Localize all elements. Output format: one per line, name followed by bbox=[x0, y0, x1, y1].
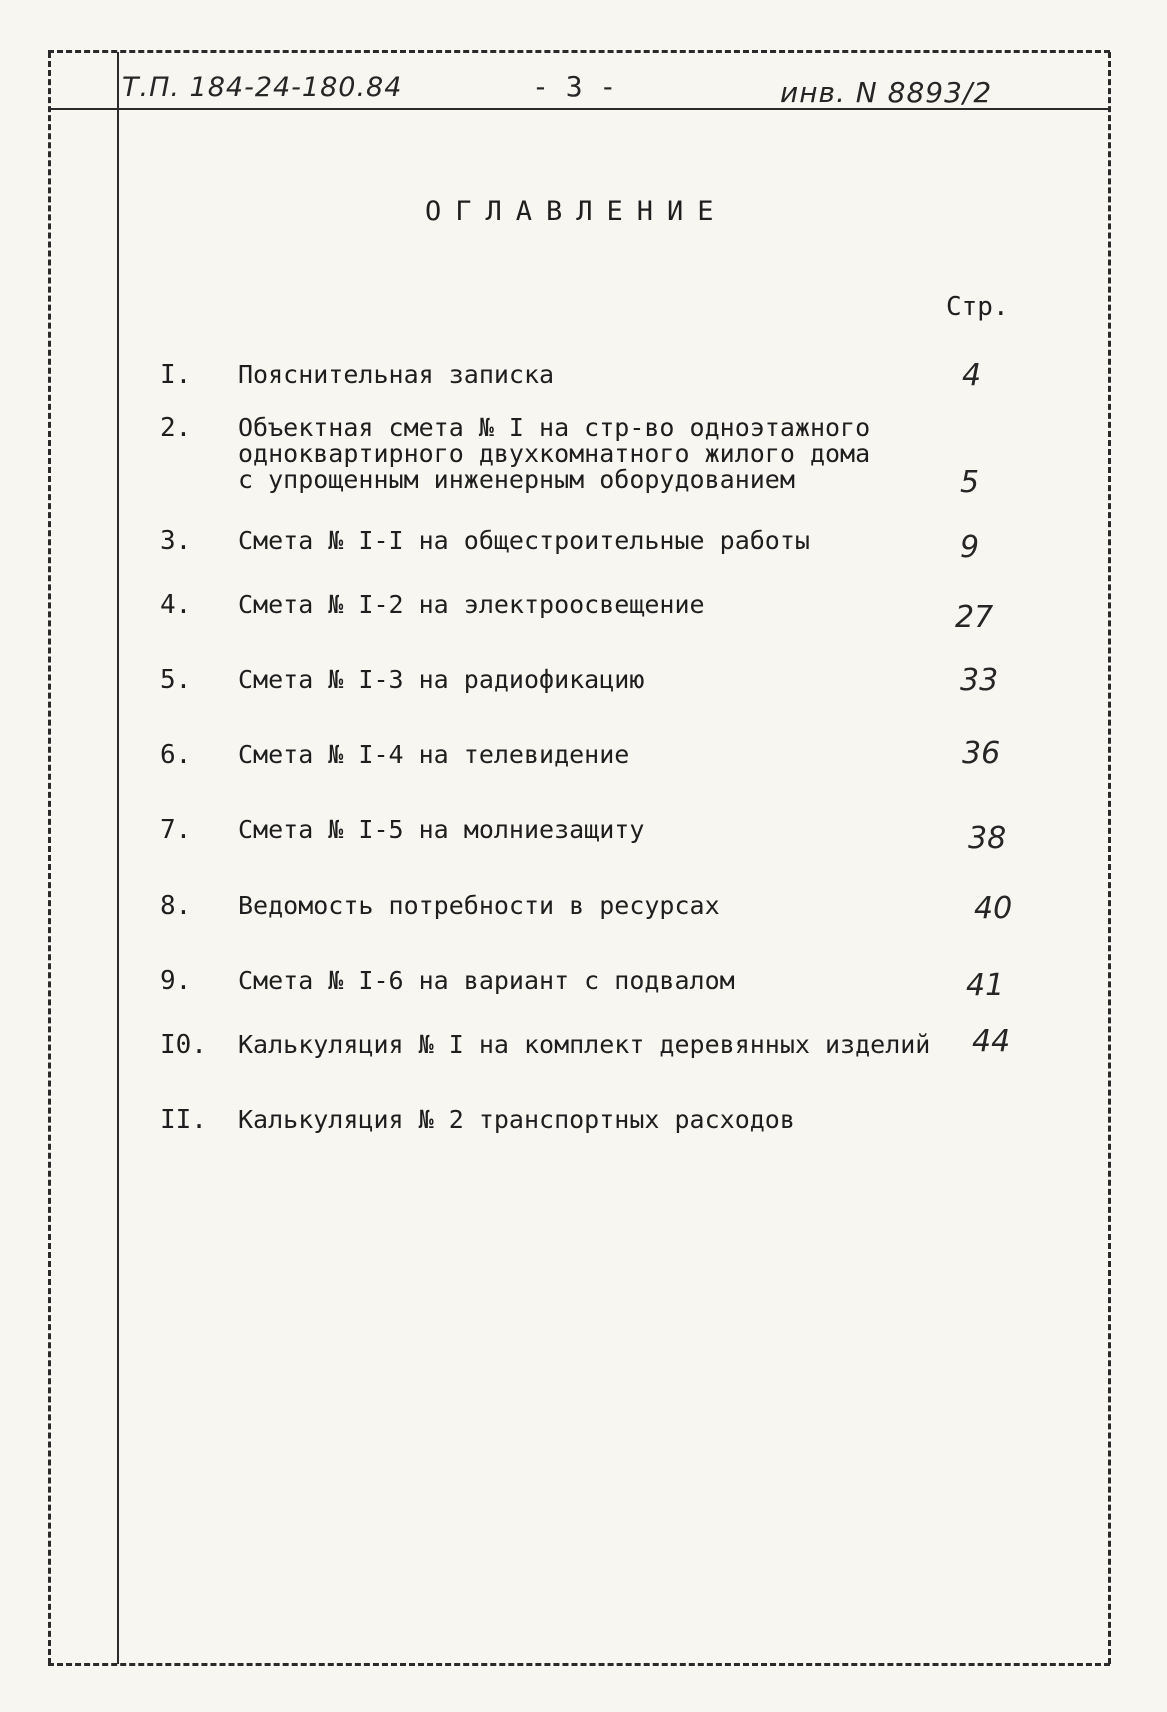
toc-entry-page: 4 bbox=[962, 358, 982, 393]
frame-left-border bbox=[48, 52, 51, 1664]
toc-entry-text: Смета № I-4 на телевидение bbox=[238, 740, 630, 769]
frame-right-border bbox=[1108, 52, 1111, 1664]
toc-entry-number: 3. bbox=[160, 526, 192, 556]
toc-entry-number: 8. bbox=[160, 891, 192, 921]
toc-entry-text: Ведомость потребности в ресурсах bbox=[238, 891, 720, 920]
toc-entry-page: 33 bbox=[960, 663, 999, 698]
toc-entry-page: 36 bbox=[962, 736, 1001, 771]
toc-entry-page: 5 bbox=[960, 465, 980, 500]
header-divider-left bbox=[48, 108, 117, 110]
toc-entry-text: Смета № I-5 на молниезащиту bbox=[238, 815, 645, 844]
binding-margin-line bbox=[117, 52, 119, 1664]
toc-entry-number: 2. bbox=[160, 413, 192, 443]
toc-entry-number: II. bbox=[160, 1105, 207, 1135]
toc-entry-number: 4. bbox=[160, 590, 192, 620]
toc-entry-page: 44 bbox=[972, 1024, 1011, 1059]
page-number: - 3 - bbox=[532, 70, 617, 103]
document-code: Т.П. 184-24-180.84 bbox=[122, 72, 403, 103]
toc-entry-text: Смета № I-3 на радиофикацию bbox=[238, 665, 645, 694]
toc-entry-number: I. bbox=[160, 360, 192, 390]
inventory-number: инв. N 8893/2 bbox=[780, 76, 993, 109]
toc-entry-number: I0. bbox=[160, 1030, 207, 1060]
toc-entry-text: Объектная смета № I на стр-во одноэтажного однoквартирного двухкомнатного жилого дома с упрощенным инженерным оборудованием bbox=[238, 413, 871, 494]
toc-entry-text: Калькуляция № 2 транспортных расходов bbox=[238, 1105, 795, 1134]
page-column-header: Стр. bbox=[946, 292, 1009, 322]
page-title: ОГЛАВЛЕНИЕ bbox=[425, 196, 728, 227]
toc-entry-page: 27 bbox=[955, 600, 994, 635]
toc-entry-text: Пояснительная записка bbox=[238, 360, 555, 389]
toc-entry-page: 40 bbox=[974, 891, 1013, 926]
toc-entry-text: Смета № I-2 на электроосвещение bbox=[238, 590, 705, 619]
toc-entry-number: 6. bbox=[160, 740, 192, 770]
toc-entry-page: 41 bbox=[966, 968, 1005, 1003]
toc-entry-number: 9. bbox=[160, 966, 192, 996]
toc-entry-number: 5. bbox=[160, 665, 192, 695]
frame-top-border bbox=[48, 50, 1110, 53]
toc-entry-text: Смета № I-I на общестроительные работы bbox=[238, 526, 810, 555]
frame-bottom-border bbox=[48, 1663, 1110, 1666]
toc-entry-text: Смета № I-6 на вариант с подвалом bbox=[238, 966, 735, 995]
toc-entry-text: Калькуляция № I на комплект деревянных изделий bbox=[238, 1030, 931, 1059]
toc-entry-number: 7. bbox=[160, 815, 192, 845]
toc-entry-page: 9 bbox=[960, 530, 980, 565]
toc-entry-page: 38 bbox=[968, 821, 1007, 856]
